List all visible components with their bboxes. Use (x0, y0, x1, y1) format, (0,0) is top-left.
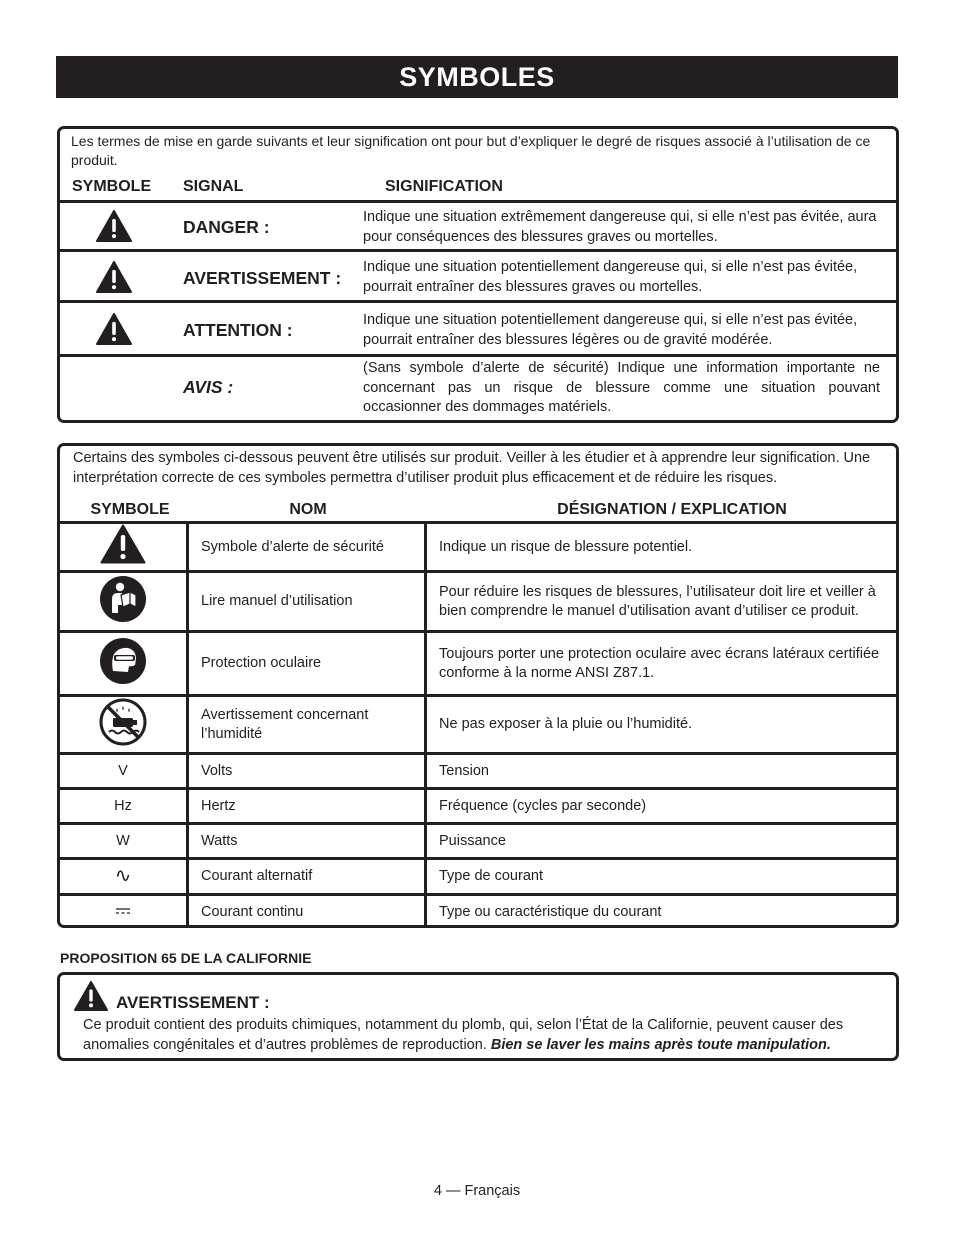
signal-label: AVIS : (183, 377, 234, 397)
symbol-designation: Toujours porter une protection oculaire avec écrans latéraux certifiée conforme à la norme ANSI Z87.1. (439, 646, 880, 681)
signal-description: Indique une situation extrêmement dangereuse qui, si elle n’est pas évitée, aura pour conséquences des blessures graves ou mortelles. (363, 209, 877, 245)
symbol-name: Volts (201, 762, 233, 779)
symbol-designation: Pour réduire les risques de blessures, l’utilisateur doit lire et veiller à bien comprendre le manuel d’utilisation avant d’utiliser ce produit. (439, 584, 876, 619)
symbol-name: Lire manuel d’utilisation (201, 593, 353, 610)
prop65-warning-box (57, 972, 899, 1061)
symbols-intro: Certains des symboles ci-dessous peuvent être utilisés sur produit. Veiller à les étudier et à apprendre leur signification. Une interprétation correcte de ces symboles permettra d’utiliser produit plus efficacement et de réduire les risques. (73, 450, 871, 486)
symbol-cell: W (116, 832, 130, 849)
symbol-name: Courant continu (201, 903, 304, 920)
header-signal: SIGNAL (183, 178, 244, 195)
symbol-cell: V (118, 762, 128, 779)
signal-row-avertissement (60, 252, 896, 300)
symbol-designation: Tension (439, 762, 489, 779)
symbol-designation: Puissance (439, 832, 506, 849)
symbol-cell: Hz (114, 797, 132, 814)
read-manual-icon (99, 575, 147, 629)
prop65-body-text: Ce produit contient des produits chimiques, notamment du plomb, qui, selon l’État de la Californie, peuvent causer des anomalies congénitales et d’autres problèmes de reproduction. (83, 1017, 844, 1053)
warning-triangle-icon (96, 261, 132, 298)
signal-label: ATTENTION : (183, 320, 293, 340)
symbol-designation: Ne pas exposer à la pluie ou l’humidité. (439, 716, 693, 733)
prop65-warning-header (74, 981, 270, 1016)
symbol-designation: Indique un risque de blessure potentiel. (439, 538, 693, 555)
header-symbole: SYMBOLE (90, 501, 170, 518)
warning-triangle-icon (100, 524, 146, 570)
symbol-name: Courant alternatif (201, 868, 313, 885)
warning-triangle-icon (74, 981, 108, 1016)
page-title: SYMBOLES (56, 56, 898, 98)
header-nom: NOM (289, 501, 327, 518)
header-symbole: SYMBOLE (72, 178, 152, 195)
signal-row-danger (60, 203, 896, 249)
header-designation: DÉSIGNATION / EXPLICATION (557, 501, 787, 518)
symbol-designation: Type ou caractéristique du courant (439, 903, 662, 920)
symbol-cell (60, 524, 186, 570)
symbol-name: Watts (201, 832, 238, 849)
signal-label: DANGER : (183, 217, 270, 237)
symbols-table-box (57, 443, 899, 928)
signal-row-avis (60, 357, 896, 423)
prop65-warning-label: AVERTISSEMENT : (116, 992, 270, 1012)
symbol-name: Hertz (201, 797, 236, 814)
signal-intro: Les termes de mise en garde suivants et leur signification ont pour but d’expliquer le degré de risques associé à l’utilisation de ce produit. (71, 133, 871, 168)
symbol-name: Protection oculaire (201, 655, 322, 672)
eye-protection-icon (99, 637, 147, 691)
direct-current-icon (115, 903, 131, 922)
prop65-text (83, 1016, 889, 1055)
signal-words-box (57, 126, 899, 423)
symbol-cell (60, 573, 186, 630)
signal-description: (Sans symbole d’alerte de sécurité) Indique une information importante ne concernant pas un risque de blessure comme une situation pouvant occasionner des dommages matériels. (363, 360, 880, 415)
symbol-designation: Type de courant (439, 868, 543, 885)
signal-row-attention (60, 303, 896, 354)
signal-label: AVERTISSEMENT : (183, 268, 342, 288)
symbol-designation: Fréquence (cycles par seconde) (439, 797, 647, 814)
alternating-current-icon: ∿ (114, 865, 132, 888)
signal-description: Indique une situation potentiellement dangereuse qui, si elle n’est pas évitée, pourrait entraîner des blessures légères ou de gravité modérée. (363, 312, 858, 348)
prop65-title: PROPOSITION 65 DE LA CALIFORNIE (60, 950, 312, 966)
symbol-cell (60, 896, 186, 928)
page-footer: 4 — Français (433, 1183, 521, 1199)
header-signification: SIGNIFICATION (385, 178, 503, 195)
symbol-name: Symbole d’alerte de sécurité (201, 538, 384, 555)
warning-triangle-icon (96, 313, 132, 350)
warning-triangle-icon (96, 210, 132, 247)
wet-conditions-icon (99, 698, 147, 752)
symbol-name: Avertissement concernant l’humidité (201, 707, 369, 742)
signal-description: Indique une situation potentiellement dangereuse qui, si elle n’est pas évitée, pourrait entraîner des blessures graves ou mortelles. (363, 259, 858, 295)
symbol-cell (60, 633, 186, 694)
prop65-emphasis: Bien se laver les mains après toute manipulation. (490, 1036, 831, 1053)
symbol-cell (60, 697, 186, 752)
